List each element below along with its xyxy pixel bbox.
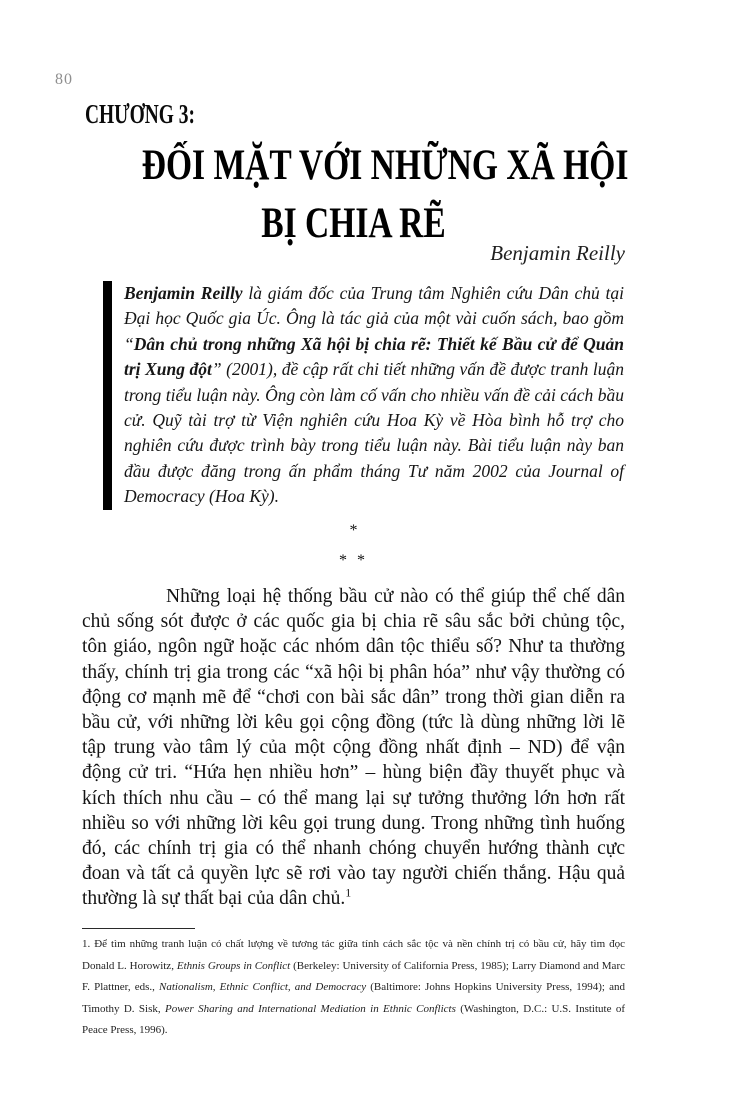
body-paragraph bbox=[82, 584, 625, 912]
chapter-label: CHƯƠNG 3: bbox=[85, 99, 195, 129]
author-bio-block bbox=[103, 281, 624, 510]
body-paragraph-text: Những loại hệ thống bầu cử nào có thể giúp thể chế dân chủ sống sót được ở các quốc gia bị chia rẽ sâu sắc bởi chủng tộc, tôn giáo, ngôn ngữ hoặc các nhóm dân tộc thiểu số? Như ta thường thấy, chính trị gia trong các “xã hội bị phân hóa” như vậy thường có động cơ mạnh mẽ để “chơi con bài sắc dân” trong thời gian diễn ra bầu cử, với những lời kêu gọi cộng đồng (tức là dùng những lời lẽ tập trung vào tâm lý của một cộng đồng nhất định – ND) để vận động cử tri. “Hứa hẹn nhiều hơn” – hùng biện đầy thuyết phục và kích thích nhu cầu – có thể mang lại sự tưởng thưởng lớn hơn rất nhiều so với những lời kêu gọi trung dung. Trong những tình huống đó, các chính trị gia có thể nhanh chóng chuyển hướng thành cực đoan và tất cả quyền lực sẽ rơi vào tay người chiến thắng. Hậu quả thường là sự thất bại của dân chủ. bbox=[82, 586, 625, 910]
footnote bbox=[82, 934, 625, 1042]
footnote-text-run-2: (Berkeley: University of California Press, 1985); Larry Diamond and Marc F. Plattner, eds., bbox=[82, 959, 625, 993]
footnote-reference-marker: 1 bbox=[345, 885, 352, 900]
author-bio-paragraph bbox=[124, 281, 624, 510]
bio-author-name: Benjamin Reilly bbox=[124, 283, 243, 303]
footnote-text-run-1: 1. Để tìm những tranh luận có chất lượng về tương tác giữa tính cách sắc tộc và nền chính trị có bầu cử, hãy tìm đọc Donald L. Horowitz, bbox=[82, 938, 625, 972]
chapter-title-line-1: ĐỐI MẶT VỚI NHỮNG XÃ HỘI bbox=[141, 142, 629, 189]
footnote-book-title-3: Power Sharing and International Mediation in Ethnic Conflicts bbox=[165, 1002, 456, 1015]
footnote-book-title-1: Ethnis Groups in Conflict bbox=[176, 959, 291, 972]
chapter-title-line-2: BỊ CHIA RẼ bbox=[261, 200, 446, 247]
author-byline: Benjamin Reilly bbox=[490, 241, 625, 265]
bio-book-title: Dân chủ trong những Xã hội bị chia rẽ: Thiết kế Bầu cử để Quản trị Xung đột bbox=[124, 333, 624, 380]
footnote-book-title-2: Nationalism, Ethnic Conflict, and Democracy bbox=[159, 981, 367, 993]
page-number: 80 bbox=[55, 71, 73, 88]
footnote-text-run-4: (Washington, D.C.: U.S. Institute of Peace Press, 1996). bbox=[82, 1002, 625, 1036]
section-separator-double-star: * * bbox=[339, 552, 368, 569]
section-separator-star: * bbox=[349, 522, 358, 539]
bio-text-run-1: là giám đốc của Trung tâm Nghiên cứu Dân chủ tại Đại học Quốc gia Úc. Ông là tác giả của một vài cuốn sách, bao gồm “ bbox=[124, 283, 624, 354]
footnote-separator-rule bbox=[82, 928, 195, 929]
footnote-text-run-3: (Baltimore: Johns Hopkins University Press, 1994); and Timothy D. Sisk, bbox=[82, 981, 625, 1015]
bio-text-run-2: ” (2001), đề cập rất chi tiết những vấn đề được tranh luận trong tiểu luận này. Ông còn làm cố vấn cho nhiều vấn đề cải cách bầu cử. Quỹ tài trợ từ Viện nghiên cứu Hoa Kỳ về Hòa bình hỗ trợ cho nghiên cứu được trình bày trong tiểu luận này. Bài tiểu luận này ban đầu được đăng trong ấn phẩm tháng Tư năm 2002 của Journal of Democracy (Hoa Kỳ). bbox=[124, 359, 624, 507]
